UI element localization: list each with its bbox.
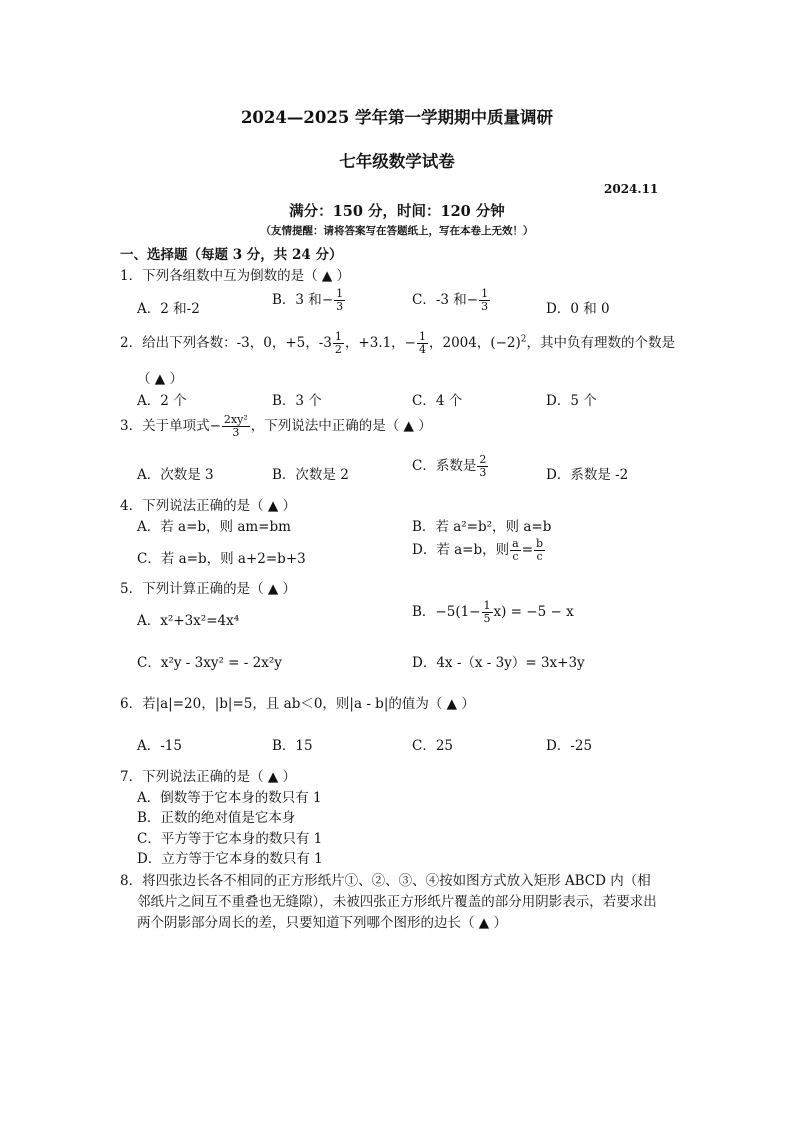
question-3-stem: 3．关于单项式− $\frac{\text{2xy²}}{3}$ ，下列说法中正确的是（ ▲ ） bbox=[120, 413, 432, 439]
question-4-stem: 4．下列说法正确的是（ ▲ ） bbox=[120, 498, 297, 514]
question-4-option-d: D．若 a=b，则 $\frac{a}{c}$ = $\frac{b}{c}$ bbox=[412, 537, 544, 563]
question-5-option-d: D．4x -（x - 3y）= 3x+3y bbox=[412, 655, 585, 671]
question-5-option-b: B．−5(1− $\frac{1}{5}$ x) = −5 − x bbox=[412, 599, 574, 625]
question-7-option-a: A．倒数等于它本身的数只有 1 bbox=[137, 790, 322, 806]
score-time: 满分：150 分，时间：120 分钟 bbox=[289, 203, 505, 220]
question-2-stem: 2．给出下列各数：-3，0，+5，-3 $\frac{1}{2}$ ，+3.1，− $\frac{1}{4}$ ，2004，$(-2)^2$，其中负有理数的个数是 bbox=[120, 330, 676, 356]
question-6-stem: 6．若|a|=20，|b|=5，且 ab＜0，则|a - b|的值为（ ▲ ） bbox=[120, 696, 475, 712]
section-heading: 一、选择题（每题 3 分，共 24 分） bbox=[120, 247, 343, 263]
question-8-line-1: 8．将四张边长各不相同的正方形纸片①、②、③、④按如图方式放入矩形 ABCD 内（相 bbox=[120, 873, 651, 889]
question-8-line-2: 邻纸片之间互不重叠也无缝隙），未被四张正方形纸片覆盖的部分用阴影表示，若要求出 bbox=[137, 894, 657, 910]
question-3-option-a: A．次数是 3 bbox=[137, 467, 214, 483]
question-2-option-c: C．4 个 bbox=[412, 393, 463, 409]
question-7-option-d: D．立方等于它本身的数只有 1 bbox=[137, 851, 323, 867]
question-1-option-c: C．-3 和− $\frac{1}{3}$ bbox=[412, 287, 489, 313]
question-2-option-d: D．5 个 bbox=[546, 393, 597, 409]
question-8-line-3: 两个阴影部分周长的差，只要知道下列哪个图形的边长（ ▲ ） bbox=[137, 915, 507, 931]
exam-date: 2024.11 bbox=[604, 182, 659, 196]
question-5-option-c: C．x²y - 3xy² = - 2x²y bbox=[137, 655, 282, 671]
question-4-option-c: C．若 a=b，则 a+2=b+3 bbox=[137, 551, 306, 567]
question-6-option-d: D．-25 bbox=[546, 738, 593, 754]
question-7-option-c: C．平方等于它本身的数只有 1 bbox=[137, 831, 323, 847]
question-3-option-d: D．系数是 -2 bbox=[546, 467, 629, 483]
question-2-stem-cont: （ ▲ ） bbox=[137, 371, 183, 387]
question-1-stem: 1．下列各组数中互为倒数的是（ ▲ ） bbox=[120, 268, 351, 284]
question-1-option-d: D．0 和 0 bbox=[546, 301, 610, 317]
question-6-option-c: C．25 bbox=[412, 738, 454, 754]
question-3-option-c: C．系数是 $\frac{2}{3}$ bbox=[412, 453, 487, 479]
exam-title: 2024—2025 学年第一学期期中质量调研 bbox=[240, 108, 554, 127]
question-5-option-a: A．x²+3x²=4x⁴ bbox=[137, 613, 240, 629]
question-1-option-a: A．2 和-2 bbox=[137, 301, 200, 317]
question-3-option-b: B．次数是 2 bbox=[272, 467, 349, 483]
question-4-option-b: B．若 a²=b²，则 a=b bbox=[412, 519, 552, 535]
question-7-stem: 7．下列说法正确的是（ ▲ ） bbox=[120, 769, 297, 785]
question-5-stem: 5．下列计算正确的是（ ▲ ） bbox=[120, 581, 297, 597]
question-1-option-b: B．3 和− $\frac{1}{3}$ bbox=[272, 287, 344, 313]
question-2-option-b: B．3 个 bbox=[272, 393, 322, 409]
question-7-option-b: B．正数的绝对值是它本身 bbox=[137, 810, 296, 826]
question-6-option-a: A．-15 bbox=[137, 738, 182, 754]
question-4-option-a: A．若 a=b，则 am=bm bbox=[137, 519, 291, 535]
question-2-option-a: A．2 个 bbox=[137, 393, 187, 409]
exam-subtitle: 七年级数学试卷 bbox=[339, 152, 455, 171]
question-6-option-b: B．15 bbox=[272, 738, 313, 754]
reminder-note: （友情提醒：请将答案写在答题纸上，写在本卷上无效！） bbox=[260, 225, 534, 237]
